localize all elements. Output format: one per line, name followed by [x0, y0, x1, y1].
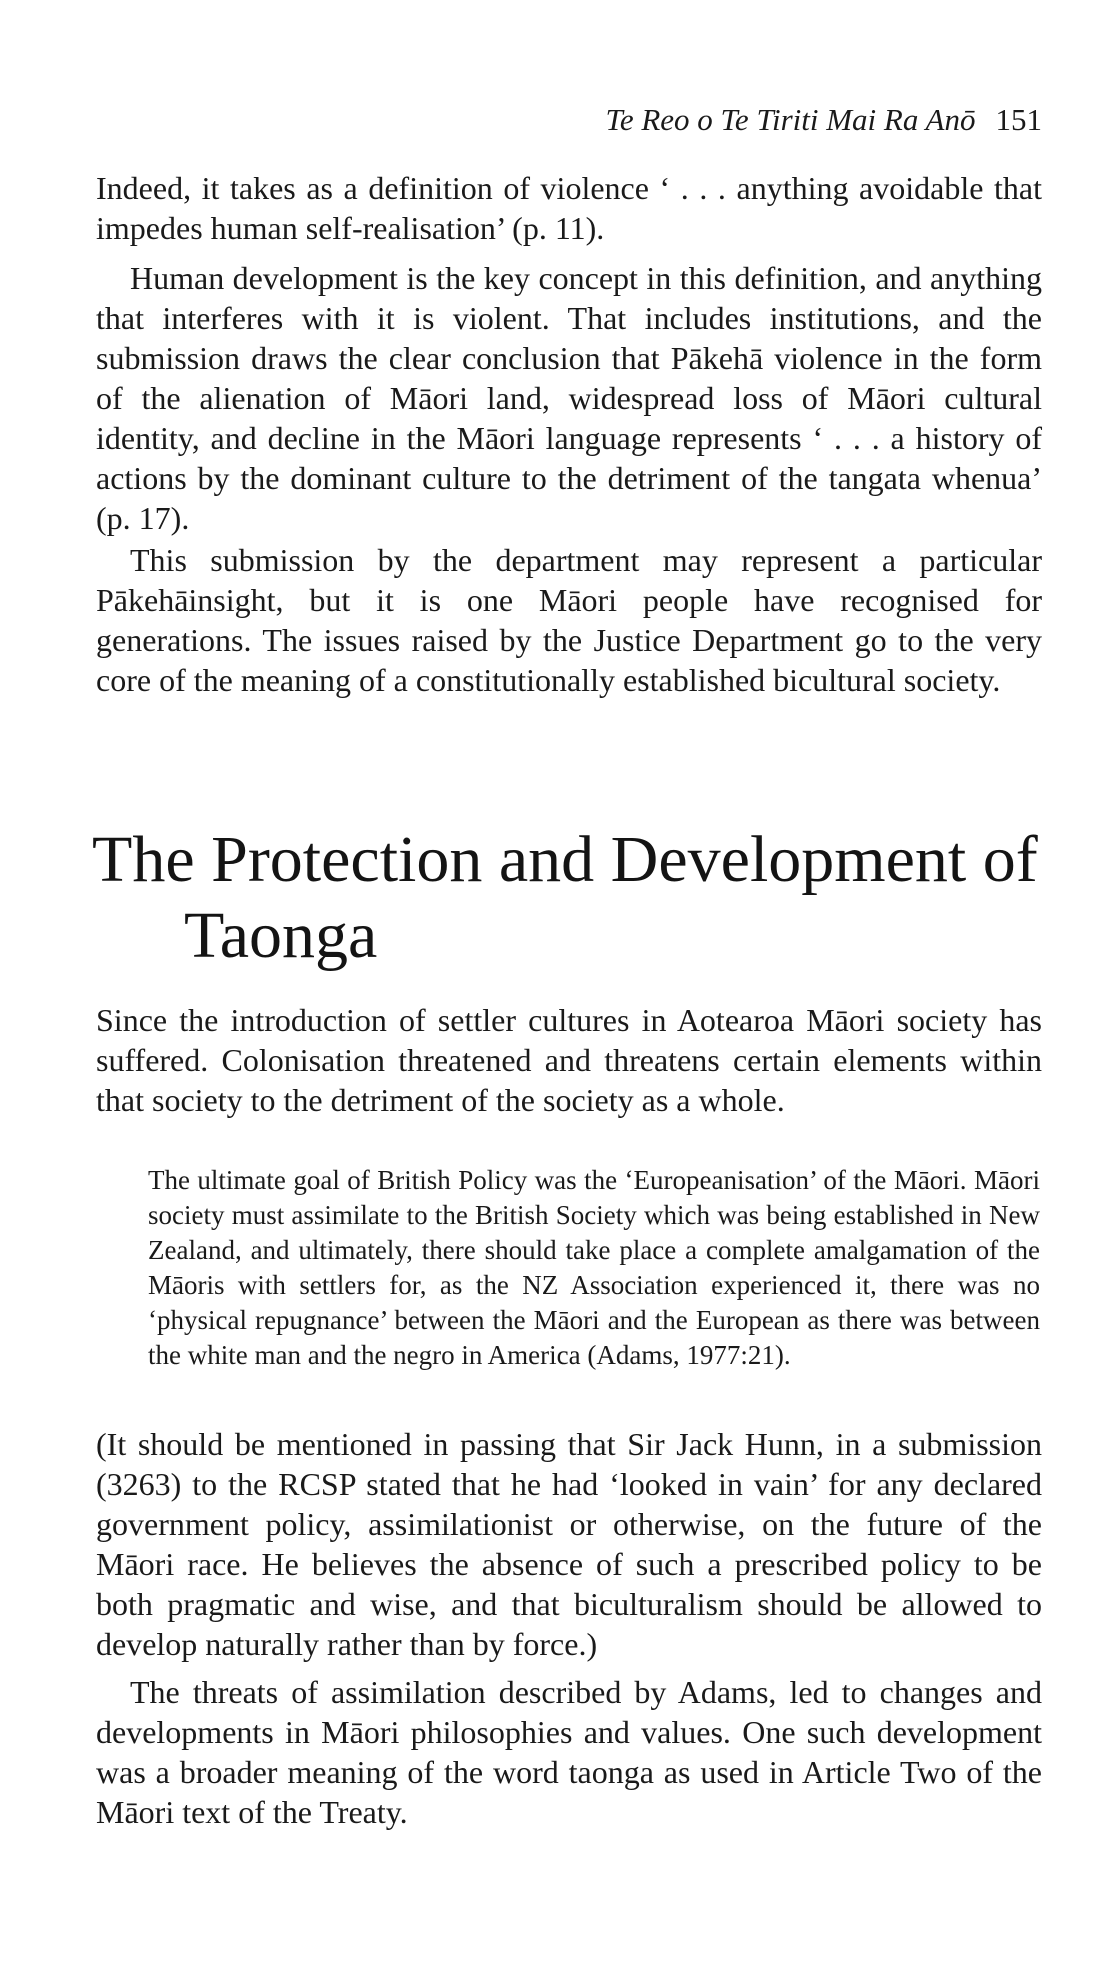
running-head — [96, 100, 1042, 140]
paragraph-human-development-block — [96, 258, 1042, 538]
block-quote — [148, 1163, 1040, 1373]
paragraph-since: Since the introduction of settler cultures in Aotearoa Māori society has suffered. Colonisation threatened and threatens certain elements within that society to the detriment of the society as a whole. — [96, 1002, 1042, 1118]
paragraph-submission: This submission by the department may represent a particular Pākehāinsight, but it is one Māori people have recognised for generations. The issues raised by the Justice Department go to the very core of the meaning of a constitutionally established bicultural society. — [96, 542, 1042, 698]
paragraph-threats-block — [96, 1672, 1042, 1832]
page-number: 151 — [995, 102, 1042, 137]
section-heading: The Protection and Development of Taonga — [92, 823, 1038, 972]
paragraph-threats: The threats of assimilation described by Adams, led to changes and developments in Māori philosophies and values. One such development was a broader meaning of the word taonga as used in Article Two of the Māori text of the Treaty. — [96, 1674, 1042, 1830]
paragraph-aside: (It should be mentioned in passing that Sir Jack Hunn, in a submission (3263) to the RCSP stated that he had ‘looked in vain’ for any declared government policy, assimilationist or otherwise, on the future of the Māori race. He believes the absence of such a prescribed policy to be both pragmatic and wise, and that biculturalism should be allowed to develop naturally rather than by force.) — [96, 1426, 1042, 1662]
paragraph-submission-block — [96, 540, 1042, 700]
paragraph-intro-block — [96, 168, 1042, 248]
paragraph-human-development: Human development is the key concept in this definition, and anything that interferes with it is violent. That includes institutions, and the submission draws the clear conclusion that Pākehā violence in the form of the alienation of Māori land, widespread loss of Māori cultural identity, and decline in the Māori language represents ‘ . . . a history of actions by the dominant culture to the detriment of the tangata whenua’ (p. 17). — [96, 260, 1042, 536]
paragraph-intro: Indeed, it takes as a definition of violence ‘ . . . anything avoidable that impedes human self-realisation’ (p. 11). — [96, 170, 1042, 246]
paragraph-aside-block — [96, 1424, 1042, 1664]
paragraph-since-block — [96, 1000, 1042, 1120]
block-quote-text: The ultimate goal of British Policy was the ‘Europeanisation’ of the Māori. Māori society must assimilate to the British Society which was being established in New Zealand, and ultimately, there should take place a complete amalgamation of the Māoris with settlers for, as the NZ Association experienced it, there was no ‘physical repugnance’ between the Māori and the European as there was between the white man and the negro in America (Adams, 1977:21). — [148, 1165, 1040, 1370]
running-head-title: Te Reo o Te Tiriti Mai Ra Anō — [605, 102, 976, 137]
